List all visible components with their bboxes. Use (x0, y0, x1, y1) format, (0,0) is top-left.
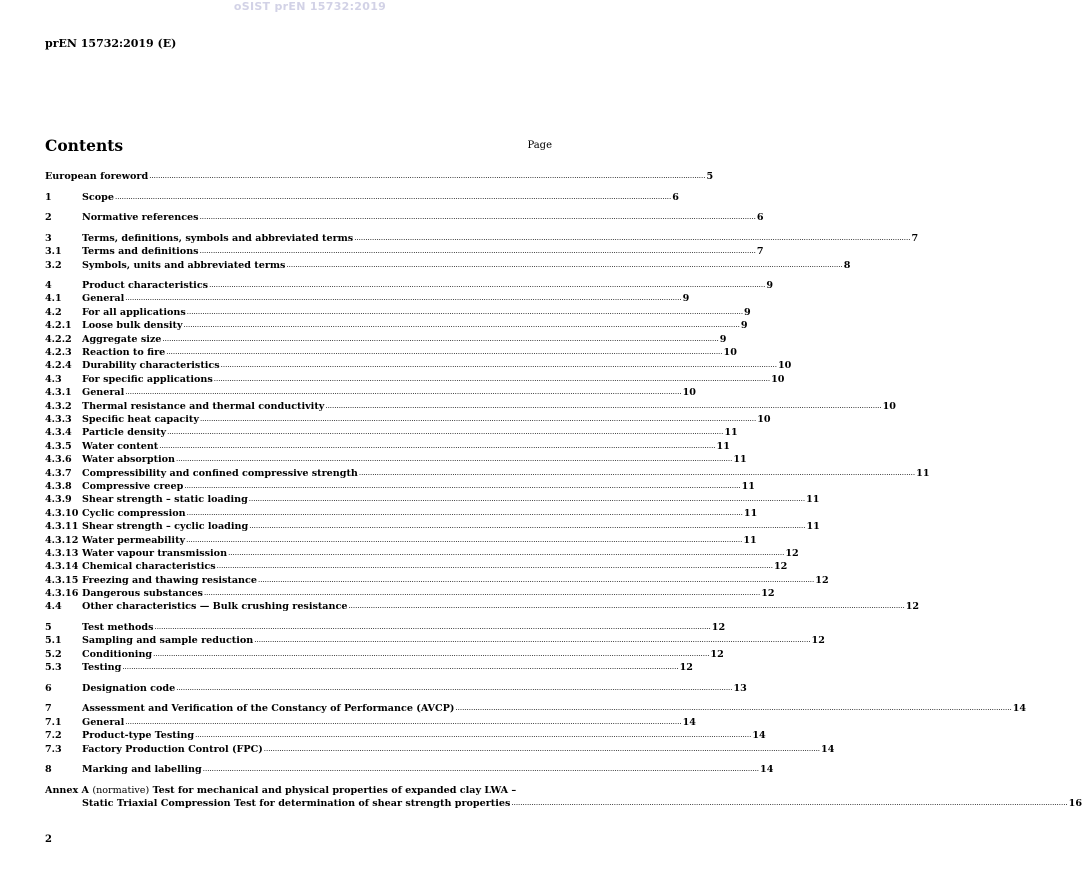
toc-entry[interactable] (45, 279, 774, 292)
toc-entry-title: Durability characteristics (82, 360, 220, 372)
leader-dots (166, 346, 722, 359)
toc-entry-number: 4.2.4 (45, 360, 72, 372)
toc-entry[interactable] (45, 600, 920, 613)
toc-entry-title: Terms, definitions, symbols and abbreviated terms (82, 232, 354, 244)
toc-entry-number: 1 (45, 191, 52, 203)
toc-entry-title: Compressibility and confined compressive strength (82, 467, 358, 479)
toc-entry-page: 14 (752, 730, 766, 742)
leader-dots (115, 191, 671, 204)
toc-entry-page: 10 (882, 400, 896, 412)
leader-dots (149, 170, 705, 183)
watermark: oSIST prEN 15732:2019 (233, 0, 387, 13)
leader-dots (187, 507, 743, 520)
leader-dots (154, 621, 710, 634)
leader-dots (195, 729, 751, 742)
toc-entry-title: Testing (82, 662, 122, 674)
toc-entry-page: 14 (682, 716, 696, 728)
toc-entry[interactable] (45, 534, 757, 547)
toc-entry-title: Water permeability (82, 534, 186, 546)
contents-heading: Contents (45, 136, 124, 155)
toc-entry-number: 8 (45, 764, 52, 776)
toc-entry[interactable] (45, 480, 755, 493)
toc-entry-number: 4.4 (45, 601, 62, 613)
toc-entry-page: 9 (682, 293, 690, 305)
toc-entry[interactable] (45, 453, 747, 466)
toc-entry-number: 4.3.14 (45, 561, 79, 573)
toc-entry-page: 14 (760, 764, 774, 776)
toc-entry-number: 4.3.13 (45, 547, 79, 559)
toc-entry-title: Shear strength – cyclic loading (82, 521, 249, 533)
leader-dots (214, 373, 770, 386)
toc-entry-number: 4.2.1 (45, 320, 72, 332)
toc-entry[interactable] (45, 493, 820, 506)
toc-entry-number: 5.3 (45, 662, 62, 674)
toc-entry[interactable] (45, 319, 748, 332)
leader-dots (354, 232, 910, 245)
toc-entry[interactable] (45, 648, 724, 661)
leader-dots (209, 279, 765, 292)
toc-annex-entry[interactable] (45, 784, 1082, 812)
annex-title-line2: Static Triaxial Compression Test for determination of shear strength properties (82, 797, 511, 809)
toc-entry[interactable] (45, 211, 764, 224)
toc-entry-page: 10 (771, 373, 785, 385)
annex-title-line1: Test for mechanical and physical properties of expanded clay LWA – (152, 784, 517, 796)
toc-entry-title: For all applications (82, 306, 186, 318)
toc-entry[interactable] (45, 426, 738, 439)
toc-entry-title: Symbols, units and abbreviated terms (82, 259, 286, 271)
toc-entry[interactable] (45, 359, 792, 372)
leader-dots (125, 292, 681, 305)
toc-entry-title: For specific applications (82, 373, 213, 385)
leader-dots (249, 520, 805, 533)
annex-label: Annex A (45, 784, 90, 796)
toc-entry-number: 4.3 (45, 373, 62, 385)
toc-entry-title: Specific heat capacity (82, 414, 199, 425)
toc-entry-page: 11 (806, 521, 820, 533)
leader-dots (153, 648, 709, 661)
toc-entry-number: 4.1 (45, 293, 62, 305)
leader-dots (125, 716, 681, 729)
leader-dots (122, 661, 678, 674)
toc-entry-number: 6 (45, 682, 52, 694)
toc-entry-title: Marking and labelling (82, 764, 202, 776)
toc-entry-page: 11 (916, 467, 930, 479)
toc-entry-page: 12 (761, 588, 775, 600)
toc-entry-number: 4.3.7 (45, 467, 72, 479)
leader-dots (167, 426, 723, 439)
leader-dots (455, 702, 1011, 715)
toc-entry-number: 4.3.9 (45, 494, 72, 506)
toc-entry-number: 4.2.2 (45, 333, 72, 345)
toc-entry-page: 12 (679, 662, 693, 674)
table-of-contents (45, 170, 1082, 811)
toc-entry-title: General (82, 387, 125, 399)
leader-dots (286, 259, 842, 272)
toc-entry-number: 4.3.16 (45, 588, 79, 600)
toc-entry-title: Loose bulk density (82, 320, 183, 332)
toc-entry-number: 4.3.15 (45, 574, 79, 586)
toc-entry-page: 12 (815, 574, 829, 586)
toc-entry-title: Factory Production Control (FPC) (82, 743, 263, 755)
toc-entry-title: Compressive creep (82, 480, 184, 492)
toc-entry-number: 5 (45, 622, 52, 634)
toc-entry-number: 4.3.4 (45, 427, 72, 439)
leader-dots (125, 386, 681, 399)
toc-entry-page: 9 (744, 306, 751, 318)
toc-entry-page: 12 (710, 648, 724, 660)
toc-entry-page: 10 (723, 347, 737, 359)
toc-entry[interactable] (45, 520, 820, 533)
toc-entry[interactable] (45, 259, 851, 272)
toc-entry-page: 11 (806, 494, 820, 506)
toc-entry[interactable] (45, 386, 696, 399)
toc-entry-title: Assessment and Verification of the Constancy of Performance (AVCP) (82, 703, 455, 715)
toc-entry-title: Terms and definitions (82, 246, 199, 258)
toc-entry-number: 4.2.3 (45, 347, 72, 359)
toc-entry-page: 11 (733, 454, 747, 466)
toc-entry[interactable] (45, 587, 775, 600)
toc-entry-page: 7 (911, 232, 919, 244)
toc-entry[interactable] (45, 634, 825, 647)
leader-dots (264, 743, 820, 756)
toc-entry[interactable] (45, 306, 751, 319)
toc-entry[interactable] (45, 729, 766, 742)
toc-entry[interactable] (45, 621, 726, 634)
toc-entry-number: 2 (45, 212, 52, 224)
page-number: 2 (45, 834, 52, 845)
toc-entry[interactable] (45, 346, 737, 359)
leader-dots (228, 547, 784, 560)
toc-entry-title: Conditioning (82, 648, 153, 660)
toc-entry-page: 7 (756, 246, 764, 258)
toc-entry[interactable] (45, 170, 714, 183)
toc-entry-page: 8 (843, 259, 851, 271)
toc-entry-number: 4.3.2 (45, 400, 72, 412)
toc-entry-title: Thermal resistance and thermal conductivity (82, 400, 325, 412)
toc-entry[interactable] (45, 440, 730, 453)
toc-entry[interactable] (45, 232, 919, 245)
toc-entry-title: Cyclic compression (82, 507, 186, 519)
toc-entry-title: Water content (82, 440, 159, 452)
toc-entry-number: 4.3.12 (45, 534, 79, 546)
document-id: prEN 15732:2019 (E) (45, 37, 177, 50)
toc-entry-page: 12 (811, 635, 825, 647)
leader-dots (258, 574, 814, 587)
toc-entry-page: 11 (716, 440, 730, 452)
toc-entry[interactable] (45, 560, 788, 573)
toc-entry-title: Water vapour transmission (82, 547, 228, 559)
toc-entry[interactable] (45, 413, 771, 426)
toc-entry-number: 4.2 (45, 306, 62, 318)
toc-entry-number: 4.3.10 (45, 507, 79, 519)
toc-entry-title: Shear strength – static loading (82, 494, 248, 506)
toc-entry-page: 13 (733, 682, 747, 694)
toc-entry-page: 11 (724, 427, 738, 439)
toc-entry[interactable] (45, 661, 693, 674)
leader-dots (359, 467, 915, 480)
toc-entry[interactable] (45, 191, 679, 204)
leader-dots (184, 319, 740, 332)
toc-entry[interactable] (45, 507, 758, 520)
toc-entry-number: 5.2 (45, 648, 62, 660)
toc-entry-page: 6 (756, 212, 764, 224)
toc-entry-number: 7.3 (45, 743, 62, 755)
toc-entry-page: 10 (777, 360, 792, 372)
toc-entry-page: 9 (740, 320, 748, 332)
toc-entry-page: 9 (766, 280, 774, 292)
toc-entry-title: Sampling and sample reduction (82, 635, 254, 647)
toc-entry-title: Normative references (82, 212, 199, 224)
toc-entry-number: 3.2 (45, 259, 62, 271)
leader-dots (348, 600, 904, 613)
toc-entry-title: Product-type Testing (82, 730, 195, 742)
leader-dots (187, 306, 743, 319)
annex-page: 16 (1068, 797, 1082, 809)
toc-entry-number: 3 (45, 232, 52, 244)
toc-entry[interactable] (45, 716, 696, 729)
toc-entry[interactable] (45, 467, 930, 480)
leader-dots (176, 682, 732, 695)
toc-entry[interactable] (45, 702, 1027, 715)
toc-entry-title: European foreword (45, 171, 149, 182)
toc-entry-page: 5 (706, 171, 714, 182)
leader-dots (203, 763, 759, 776)
toc-entry-page: 6 (672, 191, 679, 203)
toc-entry-title: Designation code (82, 682, 176, 694)
toc-entry-number: 4.3.1 (45, 387, 72, 399)
toc-entry[interactable] (45, 743, 835, 756)
toc-entry-page: 14 (821, 743, 835, 755)
toc-entry[interactable] (45, 682, 747, 695)
toc-entry-page: 12 (785, 547, 799, 559)
leader-dots (200, 413, 756, 426)
toc-entry-title: Other characteristics — Bulk crushing resistance (82, 601, 348, 613)
leader-dots (217, 560, 773, 573)
toc-entry-page: 11 (743, 507, 758, 519)
toc-entry-number: 4.3.6 (45, 454, 72, 466)
toc-entry-title: Chemical characteristics (82, 561, 216, 573)
toc-entry-page: 14 (1012, 703, 1027, 715)
toc-entry-title: Freezing and thawing resistance (82, 574, 257, 586)
leader-dots (200, 211, 756, 224)
toc-entry-number: 3.1 (45, 246, 62, 258)
page-column-label: Page (527, 140, 552, 151)
toc-entry-page: 9 (719, 333, 727, 345)
toc-entry-number: 7.2 (45, 730, 62, 742)
toc-entry-page: 10 (757, 414, 771, 425)
leader-dots (186, 534, 742, 547)
leader-dots (184, 480, 740, 493)
toc-entry-number: 7 (45, 703, 52, 715)
leader-dots (254, 634, 810, 647)
toc-entry-number: 5.1 (45, 635, 62, 647)
toc-entry-page: 12 (773, 561, 788, 573)
toc-entry-page: 11 (741, 480, 755, 492)
leader-dots (325, 400, 881, 413)
toc-entry[interactable] (45, 333, 727, 346)
toc-entry[interactable] (45, 373, 785, 386)
leader-dots (221, 359, 777, 372)
toc-entry-page: 10 (682, 387, 696, 399)
leader-dots (162, 333, 718, 346)
toc-entry-title: General (82, 716, 125, 728)
toc-entry-number: 4.3.3 (45, 414, 72, 425)
toc-entry[interactable] (45, 292, 690, 305)
toc-entry-number: 4.3.5 (45, 440, 72, 452)
leader-dots (200, 245, 756, 258)
toc-entry-title: Scope (82, 191, 114, 203)
toc-entry[interactable] (45, 245, 764, 258)
leader-dots (249, 493, 805, 506)
toc-entry[interactable] (45, 400, 896, 413)
toc-entry-title: Test methods (82, 622, 154, 634)
toc-entry-page: 12 (711, 622, 726, 634)
toc-entry-title: General (82, 293, 125, 305)
toc-entry-title: Aggregate size (82, 333, 162, 345)
toc-entry-title: Reaction to fire (82, 347, 166, 359)
leader-dots (159, 440, 715, 453)
toc-entry[interactable] (45, 574, 829, 587)
leader-dots (176, 453, 732, 466)
leader-dots (204, 587, 760, 600)
toc-entry-page: 12 (905, 601, 920, 613)
toc-entry-title: Particle density (82, 427, 167, 439)
toc-entry-title: Dangerous substances (82, 588, 203, 600)
toc-entry-number: 4 (45, 280, 52, 292)
annex-normative: (normative) (92, 784, 150, 796)
toc-entry-title: Product characteristics (82, 280, 209, 292)
toc-entry[interactable] (45, 547, 799, 560)
leader-dots (511, 797, 1067, 810)
toc-entry-page: 11 (743, 534, 757, 546)
toc-entry-number: 4.3.8 (45, 480, 72, 492)
toc-entry-number: 4.3.11 (45, 521, 79, 533)
toc-entry-title: Water absorption (82, 454, 176, 466)
toc-entry-number: 7.1 (45, 716, 62, 728)
toc-entry[interactable] (45, 763, 774, 776)
